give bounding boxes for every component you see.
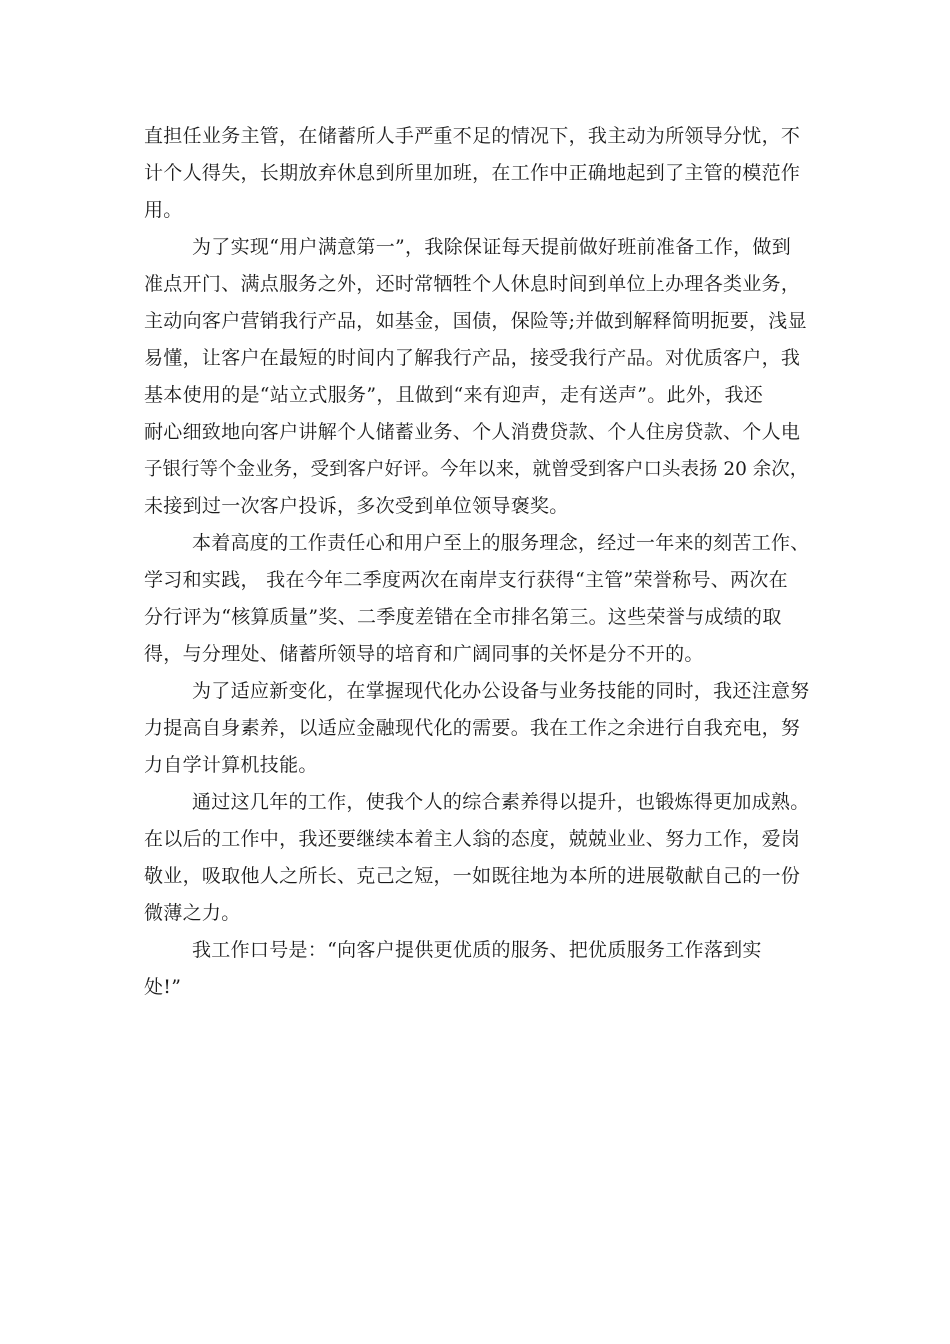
text-line: 计个人得失，长期放弃休息到所里加班，在工作中正确地起到了主管的模范作: [144, 162, 801, 184]
text-line: 基本使用的是“站立式服务”，且做到“来有迎声，走有送声”。此外，我还: [144, 384, 764, 406]
text-line: 子银行等个金业务，受到客户好评。今年以来，就曾受到客户口头表扬 20 余次，: [144, 459, 809, 480]
paragraph-first-line: 我工作口号是：“向客户提供更优质的服务、把优质服务工作落到实: [192, 939, 762, 961]
paragraph-first-line: 本着高度的工作责任心和用户至上的服务理念，经过一年来的刻苦工作、: [192, 532, 810, 554]
text-line: 直担任业务主管，在储蓄所人手严重不足的情况下，我主动为所领导分忧，不: [144, 125, 801, 147]
text-line: 主动向客户营销我行产品，如基金，国债，保险等;并做到解释简明扼要，浅显: [144, 310, 807, 332]
text-line: 力自学计算机技能。: [144, 754, 318, 776]
text-line: 力提高自身素养，以适应金融现代化的需要。我在工作之余进行自我充电，努: [144, 717, 801, 739]
text-line: 耐心细致地向客户讲解个人储蓄业务、个人消费贷款、个人住房贷款、个人电: [144, 421, 801, 443]
text-line: 未接到过一次客户投诉，多次受到单位领导褒奖。: [144, 495, 569, 517]
text-line: 得，与分理处、储蓄所领导的培育和广阔同事的关怀是分不开的。: [144, 643, 704, 665]
text-line: 处!”: [144, 976, 182, 998]
text-line: 微薄之力。: [144, 902, 241, 924]
paragraph-first-line: 为了适应新变化，在掌握现代化办公设备与业务技能的同时，我还注意努: [192, 680, 810, 702]
document-body: [144, 118, 816, 1006]
paragraph-first-line: 为了实现“用户满意第一”，我除保证每天提前做好班前准备工作，做到: [192, 236, 792, 258]
text-line: 敬业，吸取他人之所长、克己之短，一如既往地为本所的进展敬献自己的一份: [144, 865, 801, 887]
paragraph-first-line: 通过这几年的工作，使我个人的综合素养得以提升，也锻炼得更加成熟。: [192, 791, 810, 813]
text-line: 用。: [144, 199, 183, 221]
text-line: 在以后的工作中，我还要继续本着主人翁的态度，兢兢业业、努力工作，爱岗: [144, 828, 801, 850]
text-line: 准点开门、满点服务之外，还时常牺牲个人休息时间到单位上办理各类业务，: [144, 273, 801, 295]
text-line: 分行评为“核算质量”奖、二季度差错在全市排名第三。这些荣誉与成绩的取: [144, 606, 782, 628]
text-line: 易懂，让客户在最短的时间内了解我行产品，接受我行产品。对优质客户，我: [144, 347, 801, 369]
text-line: 学习和实践， 我在今年二季度两次在南岸支行获得“主管”荣誉称号、两次在: [144, 569, 788, 591]
